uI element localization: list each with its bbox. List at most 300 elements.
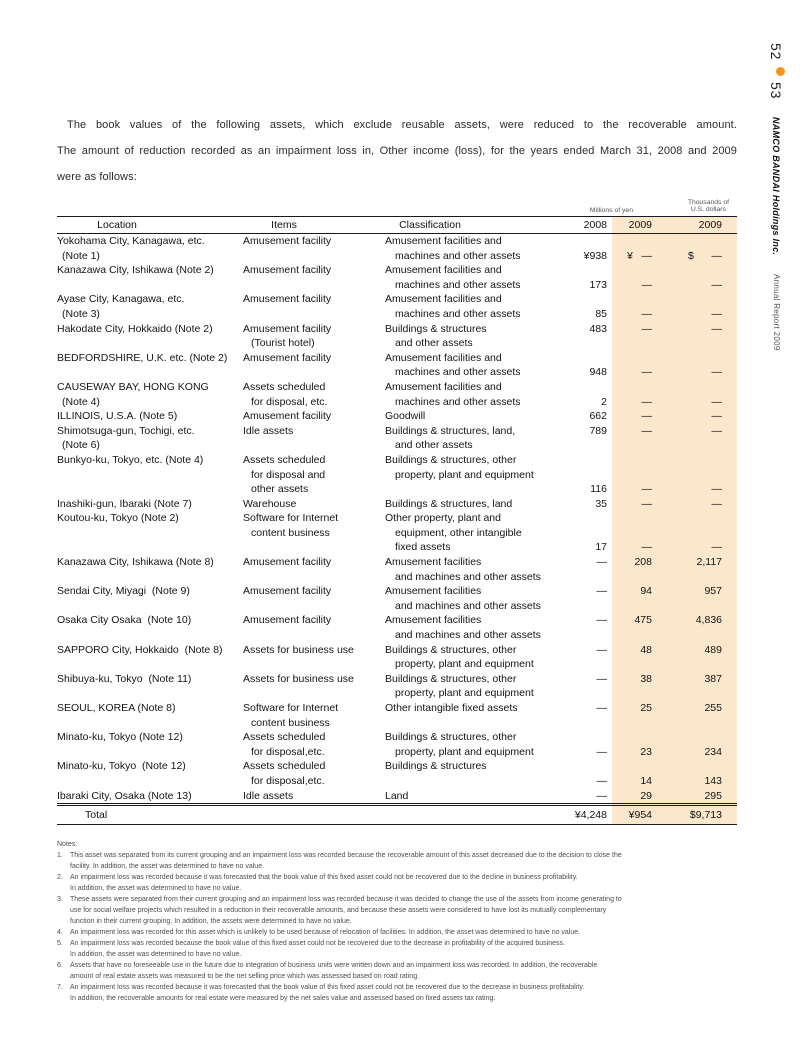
column-header-2009-yen: 2009 xyxy=(628,219,652,231)
cell-value: 143 xyxy=(704,774,722,787)
total-2009-cell xyxy=(612,806,657,824)
cell-line: Land xyxy=(385,789,409,802)
cell-line: Buildings & structures, other xyxy=(385,453,517,466)
note-line: In addition, the recoverable amounts for real estate were measured by the net sales value and assessed based on fixed assets tax rating. xyxy=(70,995,496,1003)
cell-line: Amusement facilities and xyxy=(385,380,502,393)
items-cell xyxy=(243,789,385,804)
value-2009-cell xyxy=(612,453,657,497)
cell-number-line xyxy=(657,453,737,497)
cell-number-line xyxy=(547,234,612,263)
cell-line: Assets for business use xyxy=(243,643,354,656)
cell-value: 475 xyxy=(634,614,652,627)
items-cell xyxy=(243,730,385,759)
cell-value: — xyxy=(596,745,607,758)
classification-cell xyxy=(385,351,547,380)
cell-line: Inashiki-gun, Ibaraki (Note 7) xyxy=(57,497,192,510)
cell-value: — xyxy=(711,395,722,408)
cell-value: 4,836 xyxy=(695,614,722,627)
note-number: 7. xyxy=(57,984,63,992)
cell-line: Shibuya-ku, Tokyo (Note 11) xyxy=(57,672,192,685)
total-usd-cell xyxy=(657,806,737,824)
value-usd-cell xyxy=(657,643,737,672)
cell-value: 94 xyxy=(640,585,652,598)
cell-line: Assets scheduled xyxy=(243,760,326,773)
cell-line: Shimotsuga-gun, Tochigi, etc. xyxy=(57,424,195,437)
note-item xyxy=(57,850,737,872)
company-name: NAMCO BANDAI Holdings Inc. xyxy=(771,116,781,256)
classification-cell xyxy=(385,555,547,584)
cell-line: Idle assets xyxy=(243,424,294,437)
cell-number-line xyxy=(612,234,657,263)
cell-number-line xyxy=(612,730,657,759)
note-text xyxy=(70,894,737,927)
cell-number-line xyxy=(547,613,612,628)
cell-number-line xyxy=(657,322,737,337)
cell-number-line xyxy=(547,322,612,337)
note-text xyxy=(70,960,737,982)
cell-value: — xyxy=(596,702,607,714)
cell-value: — xyxy=(596,789,607,802)
value-usd-cell xyxy=(657,263,737,292)
notes-label: Notes: xyxy=(57,841,78,849)
value-usd-cell xyxy=(657,584,737,613)
note-line: This asset was separated from its current grouping and an impairment loss was recorded because the recoverable amount of this asset decreased due to the decision to close the xyxy=(70,852,622,860)
note-text xyxy=(70,850,737,872)
cell-value: 25 xyxy=(640,702,652,714)
cell-line: and other assets xyxy=(395,337,473,350)
value-2009-cell xyxy=(612,672,657,701)
cell-line: Sendai City, Miyagi (Note 9) xyxy=(57,585,190,598)
items-cell xyxy=(243,759,385,788)
cell-value: 23 xyxy=(640,745,652,758)
location-cell xyxy=(57,672,243,701)
note-item xyxy=(57,960,737,982)
value-2008-cell xyxy=(547,511,612,555)
cell-number-line xyxy=(657,584,737,599)
cell-line: machines and other assets xyxy=(395,395,521,408)
items-cell xyxy=(243,380,385,409)
value-2008-cell xyxy=(547,380,612,409)
cell-line: for disposal,etc. xyxy=(251,774,325,787)
value-2008-cell xyxy=(547,584,612,613)
value-2008-cell xyxy=(547,263,612,292)
cell-number-line xyxy=(612,351,657,380)
table-row xyxy=(57,613,737,642)
cell-value: 662 xyxy=(589,410,607,423)
value-2008-cell xyxy=(547,424,612,453)
cell-number-line xyxy=(547,730,612,759)
classification-cell xyxy=(385,701,547,730)
cell-number-line xyxy=(657,613,737,628)
location-cell xyxy=(57,424,243,453)
cell-value: — xyxy=(711,410,722,423)
cell-number-line xyxy=(657,701,737,716)
cell-number-line xyxy=(547,380,612,409)
classification-cell xyxy=(385,380,547,409)
cell-number-line xyxy=(612,613,657,628)
cell-number-line xyxy=(612,555,657,570)
cell-value: 85 xyxy=(595,307,607,320)
items-cell xyxy=(243,613,385,642)
cell-value: 173 xyxy=(589,278,607,291)
cell-line: property, plant and equipment xyxy=(395,468,534,481)
orange-dot-icon xyxy=(776,67,785,76)
table-row xyxy=(57,759,737,788)
classification-cell xyxy=(385,497,547,512)
value-2008-cell xyxy=(547,672,612,701)
cell-value: — xyxy=(711,366,722,379)
cell-value: 789 xyxy=(589,424,607,437)
cell-number-line xyxy=(657,497,737,512)
note-text xyxy=(70,927,737,938)
classification-cell xyxy=(385,672,547,701)
location-cell xyxy=(57,263,243,292)
cell-number-line xyxy=(657,351,737,380)
cell-line: Assets for business use xyxy=(243,672,354,685)
cell-line: Amusement facilities xyxy=(385,556,482,569)
cell-number-line xyxy=(547,453,612,497)
cell-number-line xyxy=(657,643,737,658)
page-number-right: 53 xyxy=(768,82,784,100)
cell-line: (Note 1) xyxy=(62,249,100,262)
table-row xyxy=(57,672,737,701)
value-2009-cell xyxy=(612,351,657,380)
cell-number-line xyxy=(612,511,657,555)
cell-line: for disposal, etc. xyxy=(251,395,328,408)
cell-number-line xyxy=(657,555,737,570)
cell-line: CAUSEWAY BAY, HONG KONG xyxy=(57,380,209,393)
column-header-location: Location xyxy=(97,219,137,231)
cell-line: other assets xyxy=(251,483,309,496)
note-line: An impairment loss was recorded because it was forecasted that the book value of this fixed asset could not be recovered due to the decline in business profitability. xyxy=(70,874,578,882)
cell-number-line xyxy=(657,730,737,759)
value-2008-cell xyxy=(547,351,612,380)
note-line: In addition, the asset was determined to have no value. xyxy=(70,951,242,959)
value-2008-cell xyxy=(547,497,612,512)
location-cell xyxy=(57,292,243,321)
location-cell xyxy=(57,759,243,788)
note-number: 4. xyxy=(57,929,63,937)
note-line: Assets that have no foreseeable use in the future due to integration of business units were written down and an impairment loss was recorded. In addition, the recoverable xyxy=(70,962,598,970)
table-row xyxy=(57,584,737,613)
column-header-2008: 2008 xyxy=(583,219,607,231)
note-line: These assets were separated from their current grouping and an impairment loss was recorded because it was decided to change the use of the assets from income generating to xyxy=(70,896,622,904)
cell-line: machines and other assets xyxy=(395,278,521,291)
cell-number-line xyxy=(547,789,612,804)
value-usd-cell xyxy=(657,789,737,804)
note-text xyxy=(70,982,737,1004)
intro-paragraph xyxy=(57,112,737,190)
table-row xyxy=(57,789,737,804)
table-row xyxy=(57,643,737,672)
cell-value: — xyxy=(711,497,722,510)
table-row xyxy=(57,234,737,263)
location-cell xyxy=(57,511,243,555)
cell-line: Bunkyo-ku, Tokyo, etc. (Note 4) xyxy=(57,453,204,466)
cell-value: — xyxy=(711,322,722,335)
cell-value: — xyxy=(711,307,722,320)
cell-line: Osaka City Osaka (Note 10) xyxy=(57,614,192,627)
cell-line: SEOUL, KOREA (Note 8) xyxy=(57,702,176,714)
cell-line: Kanazawa City, Ishikawa (Note 8) xyxy=(57,556,214,569)
cell-value: 48 xyxy=(640,643,652,656)
cell-value: $9,713 xyxy=(689,809,722,822)
value-2009-cell xyxy=(612,263,657,292)
cell-line: Yokohama City, Kanagawa, etc. xyxy=(57,235,205,247)
cell-line: property, plant and equipment xyxy=(395,745,534,758)
value-2008-cell xyxy=(547,555,612,584)
cell-value: — xyxy=(711,424,722,437)
classification-cell xyxy=(385,322,547,351)
value-usd-cell xyxy=(657,497,737,512)
column-header-items: Items xyxy=(271,219,297,231)
cell-line: (Tourist hotel) xyxy=(251,337,315,350)
cell-line: Ibaraki City, Osaka (Note 13) xyxy=(57,789,192,802)
classification-cell xyxy=(385,643,547,672)
cell-value: — xyxy=(641,307,652,320)
table-row xyxy=(57,322,737,351)
cell-value: — xyxy=(641,424,652,437)
cell-value: — xyxy=(641,322,652,335)
cell-value: — xyxy=(711,249,722,262)
items-cell xyxy=(243,263,385,292)
items-cell xyxy=(243,511,385,555)
cell-line: Buildings & structures xyxy=(385,760,487,773)
cell-number-line xyxy=(657,409,737,424)
value-usd-cell xyxy=(657,701,737,730)
note-line: function in their current grouping. In addition, the assets were determined to have no value. xyxy=(70,918,352,926)
value-2009-cell xyxy=(612,584,657,613)
table-header-row xyxy=(57,217,737,234)
cell-value: 957 xyxy=(704,585,722,598)
items-cell xyxy=(243,424,385,453)
cell-line: (Note 6) xyxy=(62,439,100,452)
value-2008-cell xyxy=(547,322,612,351)
value-2009-cell xyxy=(612,759,657,788)
cell-number-line xyxy=(547,584,612,599)
cell-line: Buildings & structures, other xyxy=(385,731,517,744)
value-2009-cell xyxy=(612,292,657,321)
table-unit-labels xyxy=(57,195,737,216)
cell-number-line xyxy=(547,511,612,555)
cell-line: Buildings & structures, land, xyxy=(385,424,516,437)
items-cell xyxy=(243,453,385,497)
note-number: 6. xyxy=(57,962,63,970)
classification-cell xyxy=(385,789,547,804)
location-cell xyxy=(57,730,243,759)
cell-value: 2,117 xyxy=(696,556,722,569)
cell-number-line xyxy=(657,789,737,804)
location-cell xyxy=(57,613,243,642)
cell-value: — xyxy=(641,541,652,554)
cell-line: Assets scheduled xyxy=(243,453,326,466)
cell-value: 234 xyxy=(704,745,722,758)
value-2009-cell xyxy=(612,511,657,555)
location-cell xyxy=(57,322,243,351)
value-usd-cell xyxy=(657,759,737,788)
location-cell xyxy=(57,351,243,380)
table-row xyxy=(57,453,737,497)
classification-cell xyxy=(385,759,547,788)
location-cell xyxy=(57,453,243,497)
note-number: 2. xyxy=(57,874,63,882)
value-2008-cell xyxy=(547,701,612,730)
cell-value: — xyxy=(641,410,652,423)
value-2008-cell xyxy=(547,292,612,321)
cell-line: for disposal,etc. xyxy=(251,745,325,758)
table-row xyxy=(57,380,737,409)
cell-line: Koutou-ku, Tokyo (Note 2) xyxy=(57,512,179,525)
cell-line: fixed assets xyxy=(395,541,451,554)
report-title: Annual Report 2009 xyxy=(772,274,781,352)
location-cell xyxy=(57,234,243,263)
cell-number-line xyxy=(612,322,657,337)
cell-number-line xyxy=(547,497,612,512)
value-2008-cell xyxy=(547,234,612,263)
cell-line: Assets scheduled xyxy=(243,731,326,744)
currency-symbol: ¥ xyxy=(627,249,633,262)
cell-number-line xyxy=(612,759,657,788)
value-2008-cell xyxy=(547,453,612,497)
note-line: An impairment loss was recorded because the book value of this fixed asset could not be recovered due to the decrease in profitability of the acquired business. xyxy=(70,940,565,948)
cell-line: Amusement facilities and xyxy=(385,293,502,306)
cell-value: — xyxy=(711,541,722,554)
location-cell xyxy=(57,497,243,512)
intro-line: The amount of reduction recorded as an impairment loss in, Other income (loss), for the years ended March 31, 2008 and 2009 xyxy=(57,145,737,157)
note-item xyxy=(57,938,737,960)
cell-value: 116 xyxy=(590,483,607,496)
cell-line: Amusement facility xyxy=(243,235,332,247)
cell-value: — xyxy=(596,672,607,685)
value-2008-cell xyxy=(547,759,612,788)
cell-value: — xyxy=(641,249,652,262)
cell-line: machines and other assets xyxy=(395,307,521,320)
cell-line: Assets scheduled xyxy=(243,380,326,393)
cell-value: — xyxy=(641,483,652,496)
cell-value: 387 xyxy=(704,672,722,685)
cell-line: (Note 3) xyxy=(62,307,100,320)
classification-cell xyxy=(385,453,547,497)
value-usd-cell xyxy=(657,672,737,701)
note-line: facility. In addition, the asset was determined to have no value. xyxy=(70,863,265,871)
location-cell xyxy=(57,701,243,730)
value-2009-cell xyxy=(612,701,657,730)
note-line: use for social welfare projects which resulted in a reduction in their recoverable amounts, and because these assets were considered to have lost its mutually complementary xyxy=(70,907,607,915)
classification-cell xyxy=(385,613,547,642)
location-cell xyxy=(57,555,243,584)
cell-value: — xyxy=(711,278,722,291)
cell-line: for disposal and xyxy=(251,468,326,481)
items-cell xyxy=(243,555,385,584)
cell-value: — xyxy=(596,556,607,569)
column-header-classification: Classification xyxy=(399,219,461,231)
table-row xyxy=(57,497,737,512)
cell-number-line xyxy=(657,263,737,292)
cell-line: Amusement facility xyxy=(243,351,332,364)
cell-line: Amusement facilities and xyxy=(385,264,502,277)
value-2008-cell xyxy=(547,409,612,424)
value-2009-cell xyxy=(612,643,657,672)
classification-cell xyxy=(385,511,547,555)
value-usd-cell xyxy=(657,424,737,453)
value-usd-cell xyxy=(657,613,737,642)
table-body xyxy=(57,234,737,803)
cell-line: and machines and other assets xyxy=(395,599,541,612)
cell-line: SAPPORO City, Hokkaido (Note 8) xyxy=(57,643,223,656)
cell-line: Idle assets xyxy=(243,789,294,802)
table-row xyxy=(57,730,737,759)
cell-number-line xyxy=(657,424,737,439)
cell-number-line xyxy=(657,292,737,321)
cell-value: 255 xyxy=(704,702,722,714)
table-total-row xyxy=(57,803,737,825)
note-number: 1. xyxy=(57,852,63,860)
cell-number-line xyxy=(612,263,657,292)
value-usd-cell xyxy=(657,380,737,409)
cell-number-line xyxy=(612,701,657,716)
value-usd-cell xyxy=(657,453,737,497)
cell-value: 14 xyxy=(640,774,652,787)
cell-value: ¥938 xyxy=(583,249,607,262)
cell-value: 489 xyxy=(704,643,722,656)
location-cell xyxy=(57,643,243,672)
value-2008-cell xyxy=(547,730,612,759)
cell-number-line xyxy=(657,380,737,409)
classification-cell xyxy=(385,292,547,321)
impairment-table xyxy=(57,216,737,825)
cell-line: Warehouse xyxy=(243,497,297,510)
cell-number-line xyxy=(657,234,737,263)
location-cell xyxy=(57,584,243,613)
table-row xyxy=(57,511,737,555)
cell-line: Amusement facility xyxy=(243,322,332,335)
cell-number-line xyxy=(657,672,737,687)
cell-value: 295 xyxy=(704,789,722,802)
cell-line: Buildings & structures, land xyxy=(385,497,513,510)
cell-line: and other assets xyxy=(395,439,473,452)
value-usd-cell xyxy=(657,322,737,351)
cell-line: ILLINOIS, U.S.A. (Note 5) xyxy=(57,410,178,423)
table-row xyxy=(57,292,737,321)
cell-number-line xyxy=(547,351,612,380)
cell-value: — xyxy=(596,643,607,656)
cell-value: 29 xyxy=(640,789,652,802)
unit-label-usd-line1: Thousands of xyxy=(687,198,729,206)
value-2009-cell xyxy=(612,613,657,642)
value-2008-cell xyxy=(547,643,612,672)
table-row xyxy=(57,424,737,453)
note-line: In addition, the asset was determined to have no value. xyxy=(70,885,242,893)
unit-label-usd xyxy=(688,199,729,214)
note-text xyxy=(70,872,737,894)
currency-symbol: $ xyxy=(688,249,694,262)
items-cell xyxy=(243,701,385,730)
cell-value: — xyxy=(711,483,722,496)
intro-line: The book values of the following assets, which exclude reusable assets, were reduced to the recoverable amount. xyxy=(67,119,737,131)
items-cell xyxy=(243,322,385,351)
location-cell xyxy=(57,789,243,804)
cell-line: Other property, plant and xyxy=(385,512,501,525)
cell-value: 2 xyxy=(601,395,607,408)
cell-value: — xyxy=(596,614,607,627)
cell-line: content business xyxy=(251,526,330,539)
note-item xyxy=(57,894,737,927)
cell-line: Amusement facility xyxy=(243,410,332,423)
cell-line: Amusement facility xyxy=(243,293,332,306)
note-item xyxy=(57,872,737,894)
cell-line: Amusement facilities and xyxy=(385,235,502,247)
cell-number-line xyxy=(612,672,657,687)
